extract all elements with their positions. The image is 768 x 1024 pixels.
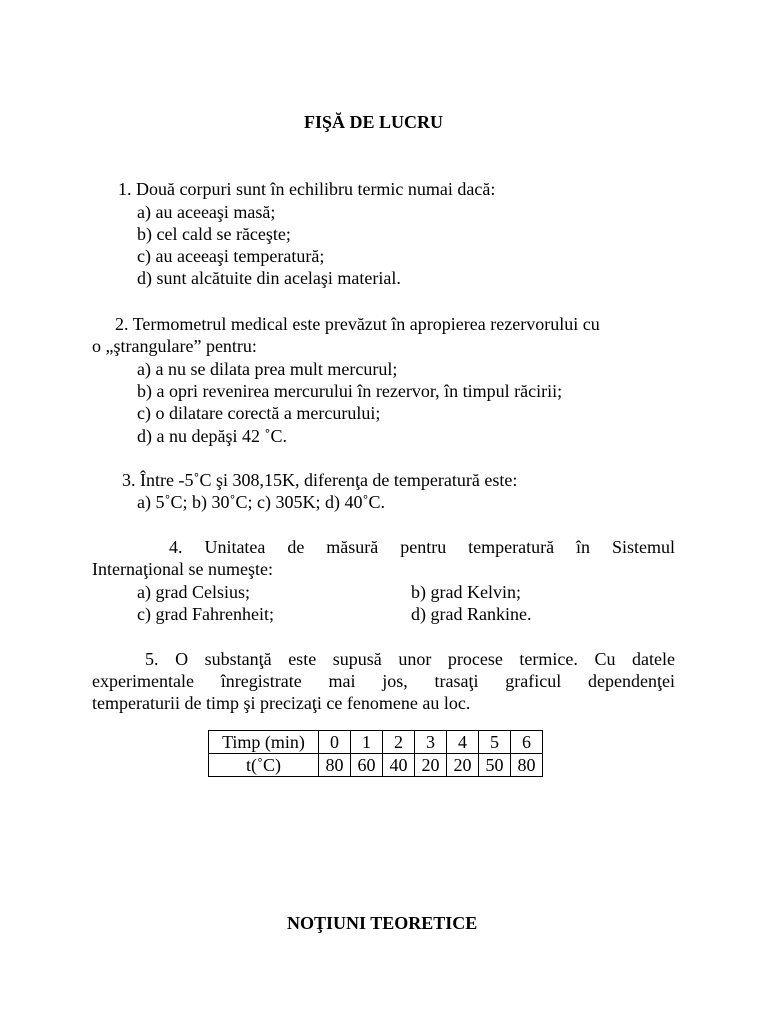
q4-stem-line2: Internaţional se numeşte: bbox=[92, 559, 273, 579]
q3-options: a) 5˚C; b) 30˚C; c) 305K; d) 40˚C. bbox=[137, 492, 385, 512]
table-cell-temp: 80 bbox=[511, 754, 543, 777]
q3-stem: 3. Între -5˚C şi 308,15K, diferenţa de temperatură este: bbox=[122, 470, 518, 490]
worksheet-title: FIŞĂ DE LUCRU bbox=[304, 112, 444, 132]
table-row-temp bbox=[209, 754, 543, 777]
table-cell-time: 5 bbox=[479, 731, 511, 754]
q2-option-c: c) o dilatare corectă a mercurului; bbox=[137, 403, 381, 423]
table-header-temp: t(˚C) bbox=[209, 754, 319, 777]
table-cell-time: 1 bbox=[351, 731, 383, 754]
table-row-time bbox=[209, 731, 543, 754]
q4-option-d: d) grad Rankine. bbox=[411, 604, 532, 624]
table-cell-time: 4 bbox=[447, 731, 479, 754]
table-cell-temp: 40 bbox=[383, 754, 415, 777]
table-cell-temp: 80 bbox=[319, 754, 351, 777]
q2-option-d: d) a nu depăşi 42 ˚C. bbox=[137, 426, 287, 446]
data-table bbox=[208, 730, 543, 777]
q5-line1-text: 5. O substanţă este supusă unor procese termice. Cu datele bbox=[145, 649, 675, 669]
q5-line3: temperaturii de timp şi precizaţi ce fenomene au loc. bbox=[92, 693, 471, 713]
q4-option-a: a) grad Celsius; bbox=[137, 582, 250, 602]
q2-stem-line2: o „ştrangulare” pentru: bbox=[92, 336, 257, 356]
q1-option-d: d) sunt alcătuite din acelaşi material. bbox=[137, 268, 401, 288]
table-cell-temp: 60 bbox=[351, 754, 383, 777]
table-cell-time: 0 bbox=[319, 731, 351, 754]
table-cell-temp: 20 bbox=[447, 754, 479, 777]
q2-option-b: b) a opri revenirea mercurului în rezervor, în timpul răcirii; bbox=[137, 381, 563, 401]
q4-option-b: b) grad Kelvin; bbox=[411, 582, 521, 602]
table-cell-temp: 50 bbox=[479, 754, 511, 777]
table-cell-temp: 20 bbox=[415, 754, 447, 777]
q4-stem-line1 bbox=[92, 536, 675, 559]
section-title: NOŢIUNI TEORETICE bbox=[287, 913, 478, 933]
table-cell-time: 3 bbox=[415, 731, 447, 754]
q1-stem: 1. Două corpuri sunt în echilibru termic numai dacă: bbox=[118, 179, 496, 199]
q5-line2: experimentale înregistrate mai jos, trasaţi graficul dependenţei bbox=[92, 671, 675, 691]
q4-option-c: c) grad Fahrenheit; bbox=[137, 604, 274, 624]
q2-stem-line1: 2. Termometrul medical este prevăzut în apropierea rezervorului cu bbox=[115, 314, 600, 334]
table-cell-time: 2 bbox=[383, 731, 415, 754]
q1-option-a: a) au aceeaşi masă; bbox=[137, 202, 276, 222]
q1-option-c: c) au aceeaşi temperatură; bbox=[137, 246, 325, 266]
table-header-time: Timp (min) bbox=[209, 731, 319, 754]
table-cell-time: 6 bbox=[511, 731, 543, 754]
q1-option-b: b) cel cald se răceşte; bbox=[137, 224, 291, 244]
q2-option-a: a) a nu se dilata prea mult mercurul; bbox=[137, 359, 398, 379]
q5-line1 bbox=[92, 648, 675, 671]
q4-stem-line1-text: 4. Unitatea de măsură pentru temperatură în Sistemul bbox=[169, 537, 675, 557]
